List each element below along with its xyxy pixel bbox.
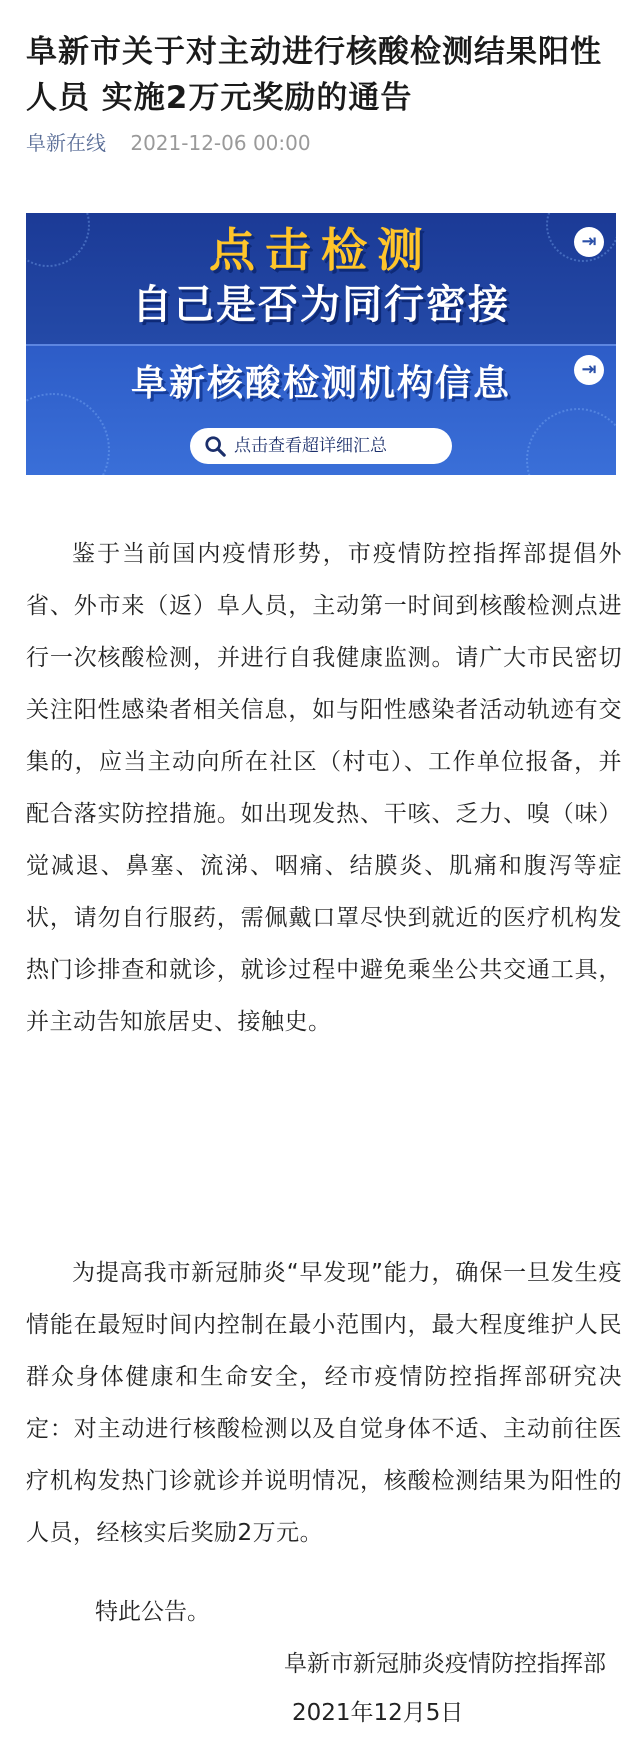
banner-headline-click-test: 点击检测: [209, 223, 433, 277]
article-meta: [26, 128, 311, 158]
enter-icon[interactable]: ⇥: [574, 355, 604, 385]
view-summary-button[interactable]: [190, 428, 452, 464]
search-icon: [204, 435, 226, 457]
article-source-link[interactable]: 阜新在线: [26, 131, 106, 155]
banner-headline-close-contact: 自己是否为同行密接: [132, 282, 510, 328]
banner-headline-testing-agencies: 阜新核酸检测机构信息: [130, 363, 511, 404]
article-title: 阜新市关于对主动进行核酸检测结果阳性人员 实施2万元奖励的通告: [26, 33, 602, 116]
closing-notice: 特此公告。: [95, 1599, 210, 1625]
testing-info-banner[interactable]: [26, 213, 616, 475]
body-paragraph-1: 鉴于当前国内疫情形势，市疫情防控指挥部提倡外省、外市来（返）阜人员，主动第一时间到核酸检测点进行一次核酸检测，并进行自我健康监测。请广大市民密切关注阳性感染者相关信息，如与阳性感染者活动轨迹有交集的，应当主动向所在社区（村屯）、工作单位报备，并配合落实防控措施。如出现发热、干咳、乏力、嗅（味）觉减退、鼻塞、流涕、咽痛、结膜炎、肌痛和腹泻等症状，请勿自行服药，需佩戴口罩尽快到就近的医疗机构发热门诊排查和就诊，就诊过程中避免乘坐公共交通工具，并主动告知旅居史、接触史。: [26, 541, 622, 1035]
enter-icon[interactable]: ⇥: [574, 227, 604, 257]
article-timestamp: 2021-12-06 00:00: [130, 131, 311, 155]
body-paragraph-2: 为提高我市新冠肺炎“早发现”能力，确保一旦发生疫情能在最短时间内控制在最小范围内，最大程度维护人民群众身体健康和生命安全，经市疫情防控指挥部研究决定：对主动进行核酸检测以及自觉身体不适、主动前往医疗机构发热门诊就诊并说明情况，核酸检测结果为阳性的人员，经核实后奖励2万元。: [26, 1260, 622, 1546]
issue-date: 2021年12月5日: [292, 1700, 464, 1726]
issuer-signature: 阜新市新冠肺炎疫情防控指挥部: [284, 1651, 606, 1677]
banner-divider: [26, 344, 616, 346]
view-summary-label: 点击查看超详细汇总: [234, 436, 387, 456]
